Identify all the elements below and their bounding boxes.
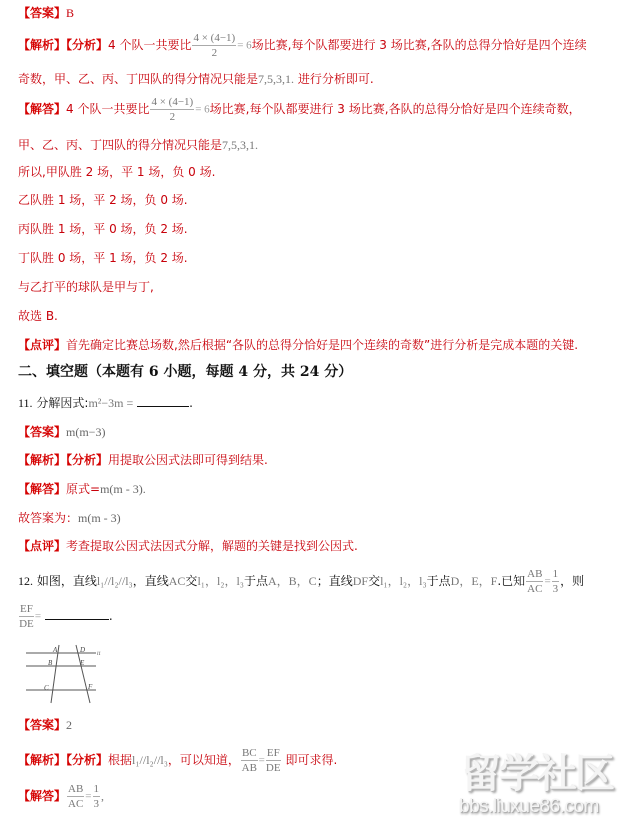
svg-text:l1: l1 [97,652,101,657]
q12-answer: 【答案】2 [18,718,73,732]
q12-analysis: 【解析】【分析】根据l₁//l₂//l₃，可以知道， $\frac{BC}{AB}$ = $\frac{EF}{DE}$ 即可求得. [18,747,338,774]
result-line: 与乙打平的球队是甲与丁, [18,280,154,294]
watermark-url: bbs.liuxue86.com [459,796,599,817]
comment-label: 【点评】 [18,338,67,352]
q11-therefore: 故答案为：m(m - 3) [18,511,121,525]
q12-ask: $\frac{EF}{DE}$ = . [19,603,113,630]
q12-prompt: 12. 如图，直线l₁//l₂//l₃，直线AC交l₁，l₂，l₃于点A，B，C；直线DF交l₁，l₂，l₃于点D，E，F.已知 $\frac{AB}{AC}$ = $\frac{1}{3}$ ，则 [18,568,585,595]
parallel-lines-diagram [18,645,101,705]
svg-text:E: E [80,659,85,667]
answer-blank[interactable] [45,609,109,620]
q11-comment: 【点评】考查提取公因式法因式分解，解题的关键是找到公因式. [18,539,358,553]
svg-text:F: F [88,683,93,691]
result-line: 乙队胜 1 场，平 2 场，负 0 场. [18,193,188,207]
watermark-logo [455,752,623,822]
result-line: 丙队胜 1 场，平 0 场，负 2 场. [18,222,188,236]
fraction: $\frac{4 \times (4-1)}{2}$ [151,96,194,123]
q10-solution: 【解答】4 个队一共要比 $\frac{4 \times (4-1)}{2}$ = 6场比赛,每个队都要进行 3 场比赛,各队的总得分恰好是四个连续奇数， [18,96,581,123]
answer-blank[interactable] [137,396,189,407]
analysis-label: 【解析】【分析】 [18,38,109,52]
q10-answer [18,5,74,21]
svg-text:D: D [80,646,86,654]
svg-text:C: C [44,684,49,692]
result-line: 所以,甲队胜 2 场，平 1 场，负 0 场. [18,165,216,179]
q10-analysis-line2: 奇数，甲、乙、丙、丁四队的得分情况只能是7,5,3,1. 进行分析即可. [18,72,374,86]
q12-solution: 【解答】 $\frac{AB}{AC}$ = $\frac{1}{3}$ , [18,783,105,810]
solution-label: 【解答】 [18,102,67,116]
watermark-title: 留学社区 [461,751,613,797]
svg-text:B: B [48,659,53,667]
q10-solution-line2: 甲、乙、丙、丁四队的得分情况只能是7,5,3,1. [18,138,259,152]
svg-text:A: A [53,646,58,654]
fraction: $\frac{4 \times (4-1)}{2}$ [193,32,236,59]
q10-comment: 【点评】首先确定比赛总场数,然后根据“各队的总得分恰好是四个连续的奇数”进行分析是完成本题的关键. [18,338,579,352]
result-line: 丁队胜 0 场，平 1 场，负 2 场. [18,251,188,265]
answer-value: B [66,6,75,20]
q11-analysis: 【解析】【分析】用提取公因式法即可得到结果. [18,453,268,467]
analysis-text: 4 个队一共要比 [108,38,192,52]
section-title: 二、填空题（本题有 6 小题，每题 4 分，共 24 分） [18,364,353,380]
q11-solution: 【解答】原式=m(m - 3). [18,482,146,496]
q11-answer: 【答案】m(m−3) [18,425,106,439]
answer-label: 【答案】 [18,6,67,20]
q11-prompt: 11. 分解因式:m²−3m = . [18,396,193,410]
result-line: 故选 B. [18,309,58,323]
q10-analysis: 【解析】【分析】4 个队一共要比 $\frac{4 \times (4-1)}{2}$ = 6场比赛,每个队都要进行 3 场比赛,各队的总得分恰好是四个连续 [18,32,587,59]
